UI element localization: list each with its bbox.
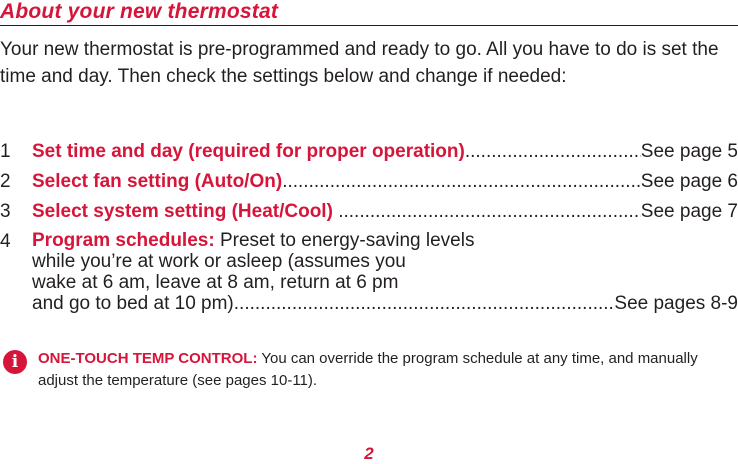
list-item <box>0 230 738 320</box>
dot-leader <box>282 170 641 194</box>
page-reference: See page 6 <box>640 171 738 192</box>
dot-leader <box>234 293 615 314</box>
page-reference: See page 5 <box>640 141 738 162</box>
item-number: 2 <box>0 171 11 192</box>
tip-note <box>38 348 728 392</box>
item-number: 3 <box>0 201 11 222</box>
item-label: Program schedules: <box>32 230 215 251</box>
item-text: wake at 6 am, leave at 8 am, return at 6 pm <box>32 272 399 293</box>
page-reference: See pages 8-9 <box>614 293 738 314</box>
info-icon: i <box>3 350 27 374</box>
item-label: Set time and day (required for proper operation) <box>32 141 465 162</box>
note-label: ONE-TOUCH TEMP CONTROL: <box>38 350 258 367</box>
item-text: Preset to energy-saving levels <box>214 230 475 251</box>
item-text: and go to bed at 10 pm) <box>32 293 234 314</box>
intro-paragraph: Your new thermostat is pre-programmed and ready to go. All you have to do is set the time and day. Then check the settings below and change if needed: <box>0 39 719 87</box>
page-number: 2 <box>364 444 374 463</box>
item-label: Select system setting (Heat/Cool) <box>32 201 339 222</box>
item-number: 1 <box>0 141 11 162</box>
note-text: You can override the program schedule at any time, and manually adjust the temperature (see pages 10-11). <box>38 350 698 389</box>
item-text: while you’re at work or asleep (assumes you <box>32 251 406 272</box>
page-title: About your new thermostat <box>0 0 279 23</box>
dot-leader <box>465 140 641 164</box>
title-rule <box>0 25 738 26</box>
item-label: Select fan setting (Auto/On) <box>32 171 283 192</box>
dot-leader <box>338 200 641 224</box>
page-reference: See page 7 <box>640 201 738 222</box>
item-number: 4 <box>0 231 11 252</box>
item-description <box>32 230 474 293</box>
